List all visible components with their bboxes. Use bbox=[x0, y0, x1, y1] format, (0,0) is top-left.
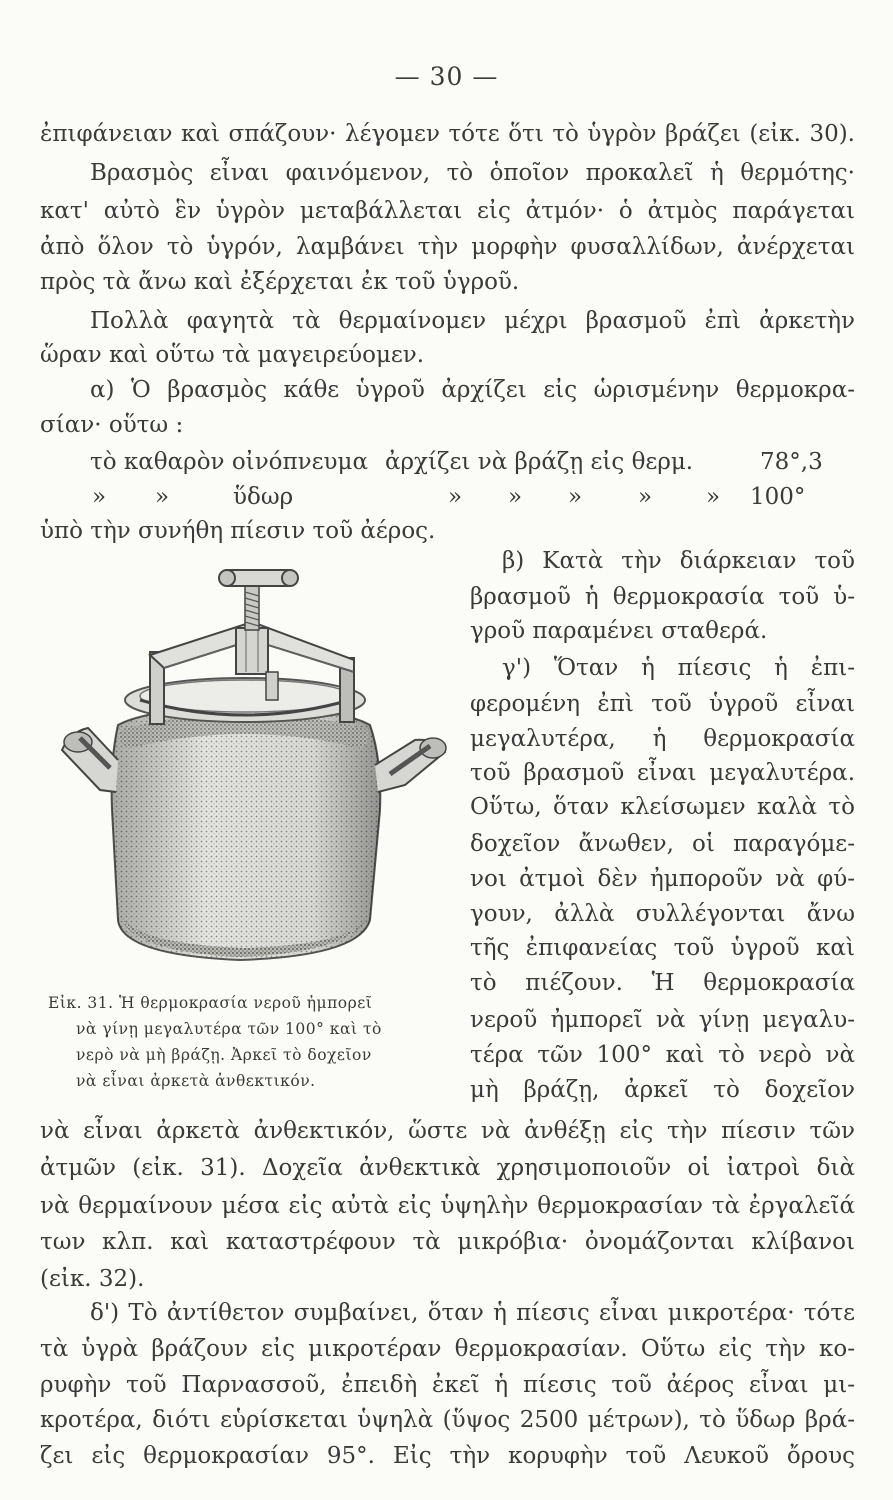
text-line: β) Κατὰ τὴν διάρκειαν τοῦ bbox=[502, 548, 855, 574]
text-line: γροῦ παραμένει σταθερά. bbox=[470, 618, 768, 644]
text-line: νὰ εἶναι ἀρκετὰ ἀνθεκτικόν, ὥστε νὰ ἀνθέξῃ εἰς τὴν πίεσιν τῶν bbox=[40, 1118, 855, 1144]
text-line: νοι ἀτμοὶ δὲν ἠμποροῦν νὰ φύ- bbox=[470, 866, 855, 892]
ditto-mark: » bbox=[155, 484, 170, 510]
ditto-mark: » bbox=[706, 484, 721, 510]
text-line: δοχεῖον ἄνωθεν, οἱ παραγόμε- bbox=[470, 831, 855, 857]
page-number: — 30 — bbox=[394, 62, 499, 91]
text-line: τῆς ἐπιφανείας τοῦ ὑγροῦ καὶ bbox=[470, 935, 855, 961]
text-line: μεγαλυτέρα, ἡ θερμοκρασία bbox=[470, 726, 855, 752]
text-line: τὰ ὑγρὰ βράζουν εἰς μικροτέραν θερμοκρασίαν. Οὕτω εἰς τὴν κο- bbox=[40, 1336, 855, 1362]
figure-caption bbox=[48, 990, 463, 1094]
ditto-mark: » bbox=[92, 484, 107, 510]
ditto-mark: » bbox=[638, 484, 653, 510]
text-line: κροτέρα, διότι εὑρίσκεται ὑψηλὰ (ὕψος 2500 μέτρων), τὸ ὕδωρ βρά- bbox=[40, 1407, 855, 1433]
text-line: ὥραν καὶ οὕτω τὰ μαγειρεύομεν. bbox=[40, 342, 425, 368]
caption-line: νὰ εἶναι ἀρκετὰ ἀνθεκτικόν. bbox=[76, 1072, 316, 1090]
text-line: Πολλὰ φαγητὰ τὰ θερμαίνομεν μέχρι βρασμοῦ ἐπὶ ἀρκετὴν bbox=[90, 308, 855, 334]
boiling-substance: τὸ καθαρὸν οἰνόπνευμα bbox=[90, 449, 368, 475]
pot-body bbox=[112, 706, 381, 960]
text-line: ἀτμῶν (εἰκ. 31). Δοχεῖα ἀνθεκτικὰ χρησιμοποιοῦν οἱ ἰατροὶ διὰ bbox=[40, 1155, 855, 1181]
text-line: ὑπὸ τὴν συνήθη πίεσιν τοῦ ἀέρος. bbox=[40, 518, 436, 544]
ditto-mark: » bbox=[568, 484, 583, 510]
boiling-temperature: 78°,3 bbox=[760, 449, 823, 475]
caption-line: νερὸ νὰ μὴ βράζῃ. Ἀρκεῖ τὸ δοχεῖον bbox=[76, 1046, 372, 1064]
text-line: γουν, ἀλλὰ συλλέγονται ἄνω bbox=[470, 901, 855, 927]
text-line: πρὸς τὰ ἄνω καὶ ἐξέρχεται ἐκ τοῦ ὑγροῦ. bbox=[40, 269, 520, 295]
text-line: Οὕτω, ὅταν κλείσωμεν καλὰ τὸ bbox=[470, 794, 855, 820]
ditto-mark: » bbox=[448, 484, 463, 510]
text-line: ρυφὴν τοῦ Παρνασσοῦ, ἐπειδὴ ἐκεῖ ἡ πίεσις τοῦ ἀέρος εἶναι μι- bbox=[40, 1372, 855, 1398]
text-line: ἀπὸ ὅλον τὸ ὑγρόν, λαμβάνει τὴν μορφὴν φυσαλλίδων, ἀνέρχεται bbox=[40, 234, 855, 260]
text-line: γ') Ὅταν ἡ πίεσις ἡ ἐπι- bbox=[502, 655, 855, 681]
text-line: ἐπιφάνειαν καὶ σπάζουν· λέγομεν τότε ὅτι τὸ ὑγρὸν βράζει (εἰκ. 30). bbox=[40, 121, 855, 147]
text-line: μὴ βράζῃ, ἀρκεῖ τὸ δοχεῖον bbox=[470, 1077, 855, 1103]
ditto-mark: » bbox=[508, 484, 523, 510]
text-line: ζει εἰς θερμοκρασίαν 95°. Εἰς τὴν κορυφὴν τοῦ Λευκοῦ ὄρους bbox=[40, 1443, 855, 1469]
text-line: δ') Τὸ ἀντίθετον συμβαίνει, ὅταν ἡ πίεσις εἶναι μικροτέρα· τότε bbox=[90, 1300, 855, 1326]
right-handle bbox=[375, 738, 446, 792]
text-line: σίαν· οὕτω : bbox=[40, 412, 184, 438]
text-line: τὸ πιέζουν. Ἡ θερμοκρασία bbox=[470, 970, 855, 996]
text-line: φερομένη ἐπὶ τοῦ ὑγροῦ εἶναι bbox=[470, 691, 855, 717]
text-line: τοῦ βρασμοῦ εἶναι μεγαλυτέρα. bbox=[470, 760, 855, 786]
boiling-temperature: 100° bbox=[750, 484, 806, 510]
boiling-substance: ὕδωρ bbox=[233, 484, 294, 510]
text-line: κατ' αὐτὸ ἓν ὑγρὸν μεταβάλλεται εἰς ἀτμόν· ὁ ἀτμὸς παράγεται bbox=[40, 198, 855, 224]
text-line: (εἰκ. 32). bbox=[40, 1266, 145, 1292]
text-line: νεροῦ ἠμπορεῖ νὰ γίνῃ μεγαλυ- bbox=[470, 1007, 855, 1033]
boiling-verb: ἀρχίζει νὰ βράζῃ εἰς θερμ. bbox=[385, 449, 694, 475]
text-line: βρασμοῦ ἡ θερμοκρασία τοῦ ὑ- bbox=[470, 584, 855, 610]
caption-line: Εἰκ. 31. Ἡ θερμοκρασία νεροῦ ἠμπορεῖ bbox=[48, 994, 373, 1012]
text-line: α) Ὁ βρασμὸς κάθε ὑγροῦ ἀρχίζει εἰς ὡρισμένην θερμοκρα- bbox=[90, 377, 855, 403]
caption-line: νὰ γίνῃ μεγαλυτέρα τῶν 100° καὶ τὸ bbox=[76, 1020, 382, 1038]
pressure-vessel-drawing bbox=[40, 560, 480, 990]
pressure-vessel-illustration bbox=[40, 560, 480, 990]
text-line: Βρασμὸς εἶναι φαινόμενον, τὸ ὁποῖον προκαλεῖ ἡ θερμότης· bbox=[90, 160, 855, 186]
text-line: των κλπ. καὶ καταστρέφουν τὰ μικρόβια· ὀνομάζονται κλίβανοι bbox=[40, 1229, 855, 1255]
left-handle bbox=[62, 728, 118, 792]
text-line: νὰ θερμαίνουν μέσα εἰς αὐτὰ εἰς ὑψηλὴν θερμοκρασίαν τὰ ἐργαλεῖά bbox=[40, 1193, 855, 1219]
text-line: τέρα τῶν 100° καὶ τὸ νερὸ νὰ bbox=[470, 1042, 855, 1068]
